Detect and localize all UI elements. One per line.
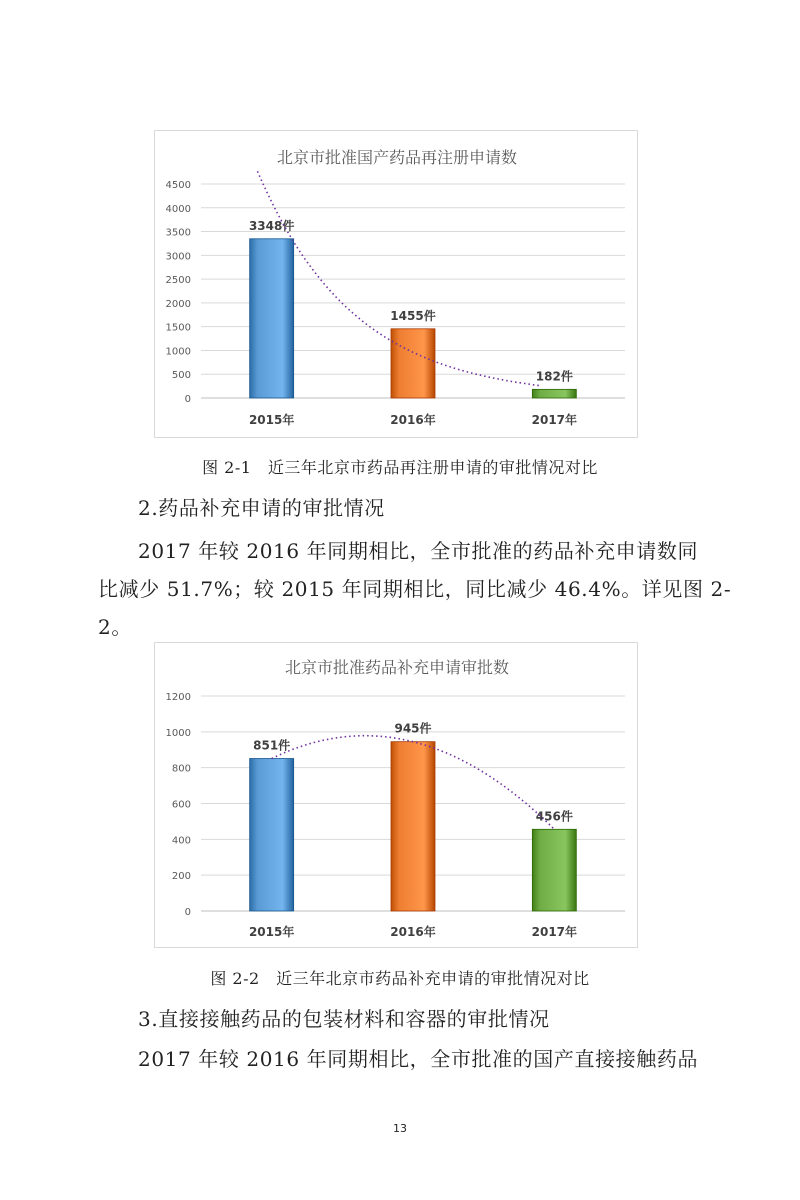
y-tick-label: 3000	[165, 251, 191, 263]
x-tick-label: 2016年	[390, 925, 436, 939]
y-tick-label: 2000	[165, 298, 191, 310]
bar	[250, 239, 294, 398]
data-label: 182件	[535, 369, 573, 384]
y-tick-label: 1000	[165, 727, 191, 739]
y-tick-label: 400	[171, 835, 191, 847]
chart-reregistration	[154, 130, 638, 438]
y-tick-label: 4000	[165, 203, 191, 215]
bar	[250, 759, 294, 911]
data-label: 851件	[253, 738, 291, 753]
y-tick-label: 800	[171, 763, 191, 775]
y-tick-label: 3500	[165, 227, 191, 239]
chart-supplement	[154, 642, 638, 948]
y-tick-label: 4500	[165, 180, 191, 191]
x-tick-label: 2015年	[248, 413, 295, 427]
heading-packaging-approval: 3.直接接触药品的包装材料和容器的审批情况	[138, 1007, 550, 1031]
y-tick-label: 1000	[165, 346, 191, 358]
x-tick-label: 2017年	[531, 925, 578, 939]
page-number: 13	[393, 1122, 407, 1135]
paragraph-line: 2017 年较 2016 年同期相比，全市批准的国产直接接触药品	[138, 1047, 699, 1071]
x-tick-label: 2016年	[390, 413, 436, 427]
heading-supplement-approval: 2.药品补充申请的审批情况	[138, 496, 385, 520]
paragraph-line: 2017 年较 2016 年同期相比，全市批准的药品补充申请数同	[138, 539, 699, 563]
bar	[391, 742, 435, 911]
x-tick-label: 2015年	[248, 925, 295, 939]
data-label: 3348件	[248, 218, 295, 233]
figure-caption-2-1: 图 2-1 近三年北京市药品再注册申请的审批情况对比	[202, 458, 598, 477]
bar	[532, 829, 576, 911]
paragraph-line: 比减少 51.7%；较 2015 年同期相比，同比减少 46.4%。详见图 2-	[98, 577, 732, 601]
figure-caption-2-2: 图 2-2 近三年北京市药品补充申请的审批情况对比	[210, 969, 590, 988]
y-tick-label: 200	[171, 871, 191, 883]
y-tick-label: 1500	[165, 322, 191, 334]
bar	[391, 329, 435, 398]
chart-reregistration-svg	[155, 131, 639, 439]
y-tick-label: 0	[184, 907, 191, 918]
x-tick-label: 2017年	[531, 413, 578, 427]
y-tick-label: 0	[184, 394, 191, 405]
bar	[532, 389, 576, 398]
chart-title: 北京市批准国产药品再注册申请数	[276, 148, 518, 167]
data-label: 945件	[394, 721, 432, 736]
paragraph-line: 2。	[98, 615, 132, 639]
data-label: 456件	[535, 809, 573, 824]
y-tick-label: 1200	[165, 692, 191, 703]
y-tick-label: 600	[171, 799, 191, 811]
y-tick-label: 500	[171, 370, 191, 382]
data-label: 1455件	[390, 308, 436, 323]
y-tick-label: 2500	[165, 275, 191, 287]
chart-title: 北京市批准药品补充申请审批数	[284, 658, 510, 677]
chart-supplement-svg	[155, 643, 639, 949]
